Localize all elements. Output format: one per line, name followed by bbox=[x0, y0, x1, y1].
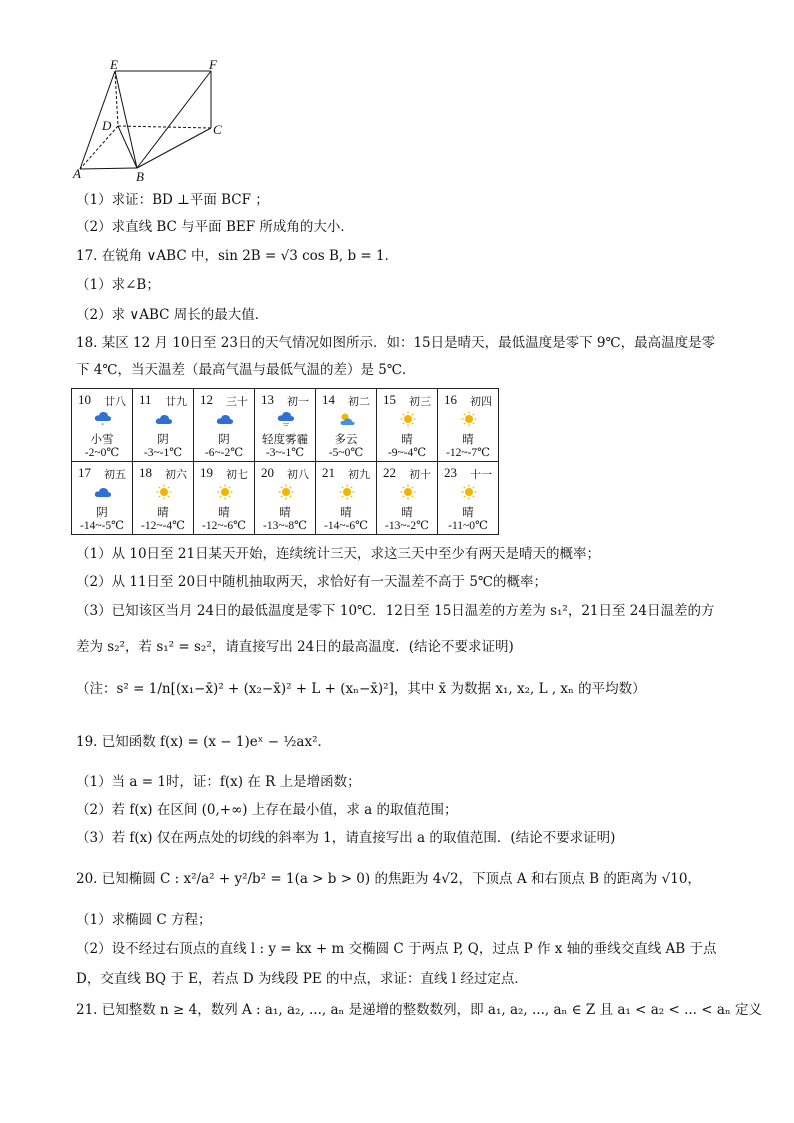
weather-cell bbox=[255, 389, 316, 462]
weather-condition: 晴 bbox=[218, 505, 230, 519]
day-number: 15 bbox=[383, 392, 396, 407]
lunar-date: 初八 bbox=[287, 468, 309, 481]
sun-icon bbox=[399, 484, 417, 500]
weather-cell bbox=[377, 462, 438, 535]
weather-cell bbox=[72, 462, 133, 535]
label-A: A bbox=[73, 166, 81, 181]
q16-part2: （2）求直线 BC 与平面 BEF 所成角的大小． bbox=[76, 219, 354, 235]
temperature-range: -12~-6℃ bbox=[202, 520, 246, 532]
sun-icon bbox=[460, 484, 478, 500]
temperature-range: -13~-2℃ bbox=[385, 520, 429, 532]
weather-cell bbox=[255, 462, 316, 535]
partly-cloudy-icon bbox=[338, 411, 356, 427]
weather-cell bbox=[377, 389, 438, 462]
q18-note: （注：s² = 1/n[(x₁−x̄)² + (x₂−x̄)² + L + (xₙ−x̄)²]，其中 x̄ 为数据 x₁, x₂, L , xₙ 的平均数） bbox=[76, 681, 646, 697]
day-number: 22 bbox=[383, 465, 396, 480]
lunar-date: 初四 bbox=[470, 395, 492, 408]
weather-condition: 晴 bbox=[157, 505, 169, 519]
cloud-icon bbox=[216, 411, 234, 427]
lunar-date: 廿九 bbox=[165, 395, 187, 408]
weather-condition: 阴 bbox=[218, 432, 230, 446]
q18-part3-line1: （3）已知该区当月 24日的最低温度是零下 10℃．12日至 15日温差的方差为 s₁²，21日至 24日温差的方 bbox=[76, 603, 715, 619]
q18-stem-line2: 下 4℃，当天温差（最高气温与最低气温的差）是 5℃． bbox=[76, 362, 416, 378]
lunar-date: 初一 bbox=[287, 395, 309, 408]
temperature-range: -3~-1℃ bbox=[265, 447, 305, 459]
label-F: F bbox=[209, 58, 217, 72]
day-number: 14 bbox=[322, 392, 335, 407]
lunar-date: 初十 bbox=[409, 468, 431, 481]
sun-icon bbox=[460, 411, 478, 427]
day-number: 16 bbox=[444, 392, 457, 407]
day-number: 13 bbox=[261, 392, 274, 407]
day-number: 23 bbox=[444, 465, 457, 480]
sun-icon bbox=[399, 411, 417, 427]
q18-part3-line2: 差为 s₂²，若 s₁² = s₂²，请直接写出 24日的最高温度．(结论不要求证明) bbox=[76, 639, 514, 655]
q16-part1: （1）求证：BD ⊥平面 BCF ； bbox=[76, 192, 269, 208]
weather-cell bbox=[194, 389, 255, 462]
weather-cell bbox=[438, 462, 499, 535]
sun-icon bbox=[338, 484, 356, 500]
svg-text:*: * bbox=[101, 423, 104, 427]
day-number: 17 bbox=[78, 465, 91, 480]
weather-cell bbox=[438, 389, 499, 462]
temperature-range: -9~-4℃ bbox=[387, 447, 427, 459]
weather-condition: 晴 bbox=[279, 505, 291, 519]
weather-condition: 阴 bbox=[96, 505, 108, 519]
temperature-range: -11~0℃ bbox=[448, 520, 488, 532]
lunar-date: 十一 bbox=[470, 468, 492, 481]
weather-cell bbox=[133, 389, 194, 462]
q19-stem: 19. 已知函数 f(x) = (x − 1)eˣ − ½ax²． bbox=[76, 734, 331, 750]
lunar-date: 初七 bbox=[226, 468, 248, 481]
prism-figure bbox=[70, 58, 230, 183]
lunar-date: 初三 bbox=[409, 395, 431, 408]
weather-table bbox=[71, 388, 499, 535]
weather-condition: 轻度雾霾 bbox=[262, 432, 308, 446]
temperature-range: -2~0℃ bbox=[84, 447, 120, 459]
fog-cloud-icon bbox=[277, 411, 295, 427]
label-C: C bbox=[213, 122, 222, 137]
day-number: 20 bbox=[261, 465, 274, 480]
sun-icon bbox=[216, 484, 234, 500]
q17-stem: 17. 在锐角 ∨ABC 中，sin 2B = √3 cos B, b = 1． bbox=[76, 248, 399, 264]
snow-cloud-icon bbox=[94, 411, 112, 427]
q19-part3: （3）若 f(x) 仅在两点处的切线的斜率为 1，请直接写出 a 的取值范围．(结论不要求证明) bbox=[76, 830, 616, 846]
temperature-range: -5~0℃ bbox=[328, 447, 364, 459]
weather-condition: 晴 bbox=[462, 432, 474, 446]
cloud-icon bbox=[155, 411, 173, 427]
day-number: 10 bbox=[78, 392, 91, 407]
q19-part2: （2）若 f(x) 在区间 (0,+∞) 上存在最小值，求 a 的取值范围； bbox=[76, 802, 458, 818]
label-B: B bbox=[136, 169, 144, 183]
weather-cell bbox=[72, 389, 133, 462]
weather-condition: 多云 bbox=[334, 432, 358, 446]
weather-condition: 晴 bbox=[401, 505, 413, 519]
label-D: D bbox=[102, 118, 112, 133]
day-number: 11 bbox=[139, 392, 152, 407]
sun-icon bbox=[277, 484, 295, 500]
lunar-date: 三十 bbox=[226, 395, 248, 408]
q18-stem-line1: 18. 某区 12 月 10日至 23日的天气情况如图所示．如：15日是晴天，最低温度是零下 9℃，最高温度是零 bbox=[76, 335, 716, 351]
day-number: 21 bbox=[322, 465, 335, 480]
lunar-date: 初六 bbox=[165, 468, 187, 481]
q20-part2-line2: D，交直线 BQ 于 E，若点 D 为线段 PE 的中点，求证：直线 l 经过定点． bbox=[76, 971, 528, 987]
q20-stem: 20. 已知椭圆 C : x²/a² + y²/b² = 1(a > b > 0) 的焦距为 4√2，下顶点 A 和右顶点 B 的距离为 √10， bbox=[76, 871, 701, 887]
cloud-icon bbox=[94, 484, 112, 500]
temperature-range: -6~-2℃ bbox=[204, 447, 244, 459]
weather-cell bbox=[316, 389, 377, 462]
q20-part2-line1: （2）设不经过右顶点的直线 l : y = kx + m 交椭圆 C 于两点 P, Q，过点 P 作 x 轴的垂线交直线 AB 于点 bbox=[76, 941, 717, 957]
weather-condition: 小雪 bbox=[90, 432, 114, 446]
lunar-date: 初五 bbox=[104, 468, 126, 481]
temperature-range: -14~-5℃ bbox=[80, 520, 124, 532]
label-E: E bbox=[110, 58, 118, 72]
q19-part1: （1）当 a = 1时，证：f(x) 在 R 上是增函数； bbox=[76, 774, 361, 790]
day-number: 12 bbox=[200, 392, 213, 407]
day-number: 19 bbox=[200, 465, 213, 480]
temperature-range: -13~-8℃ bbox=[263, 520, 307, 532]
q18-part2: （2）从 11日至 20日中随机抽取两天，求恰好有一天温差不高于 5℃的概率； bbox=[76, 574, 548, 590]
weather-row-1 bbox=[72, 389, 499, 462]
temperature-range: -3~-1℃ bbox=[143, 447, 183, 459]
sun-icon bbox=[155, 484, 173, 500]
day-number: 18 bbox=[139, 465, 152, 480]
weather-condition: 晴 bbox=[340, 505, 352, 519]
q17-part1: （1）求∠B； bbox=[76, 277, 160, 293]
q20-part1: （1）求椭圆 C 方程； bbox=[76, 912, 212, 928]
lunar-date: 初九 bbox=[348, 468, 370, 481]
lunar-date: 廿八 bbox=[104, 395, 126, 408]
temperature-range: -12~-7℃ bbox=[446, 447, 490, 459]
lunar-date: 初二 bbox=[348, 395, 370, 408]
q18-part1: （1）从 10日至 21日某天开始，连续统计三天，求这三天中至少有两天是晴天的概率； bbox=[76, 546, 601, 562]
weather-condition: 晴 bbox=[401, 432, 413, 446]
weather-condition: 阴 bbox=[157, 432, 169, 446]
temperature-range: -12~-4℃ bbox=[141, 520, 185, 532]
q17-part2: （2）求 ∨ABC 周长的最大值． bbox=[76, 307, 269, 323]
weather-row-2 bbox=[72, 462, 499, 535]
weather-condition: 晴 bbox=[462, 505, 474, 519]
q21-stem: 21. 已知整数 n ≥ 4，数列 A : a₁, a₂, ..., aₙ 是递增的整数数列，即 a₁, a₂, ..., aₙ ∈ Z 且 a₁ < a₂ < ... < aₙ 定义 bbox=[76, 1002, 763, 1018]
weather-cell bbox=[133, 462, 194, 535]
weather-cell bbox=[194, 462, 255, 535]
weather-cell bbox=[316, 462, 377, 535]
temperature-range: -14~-6℃ bbox=[324, 520, 368, 532]
